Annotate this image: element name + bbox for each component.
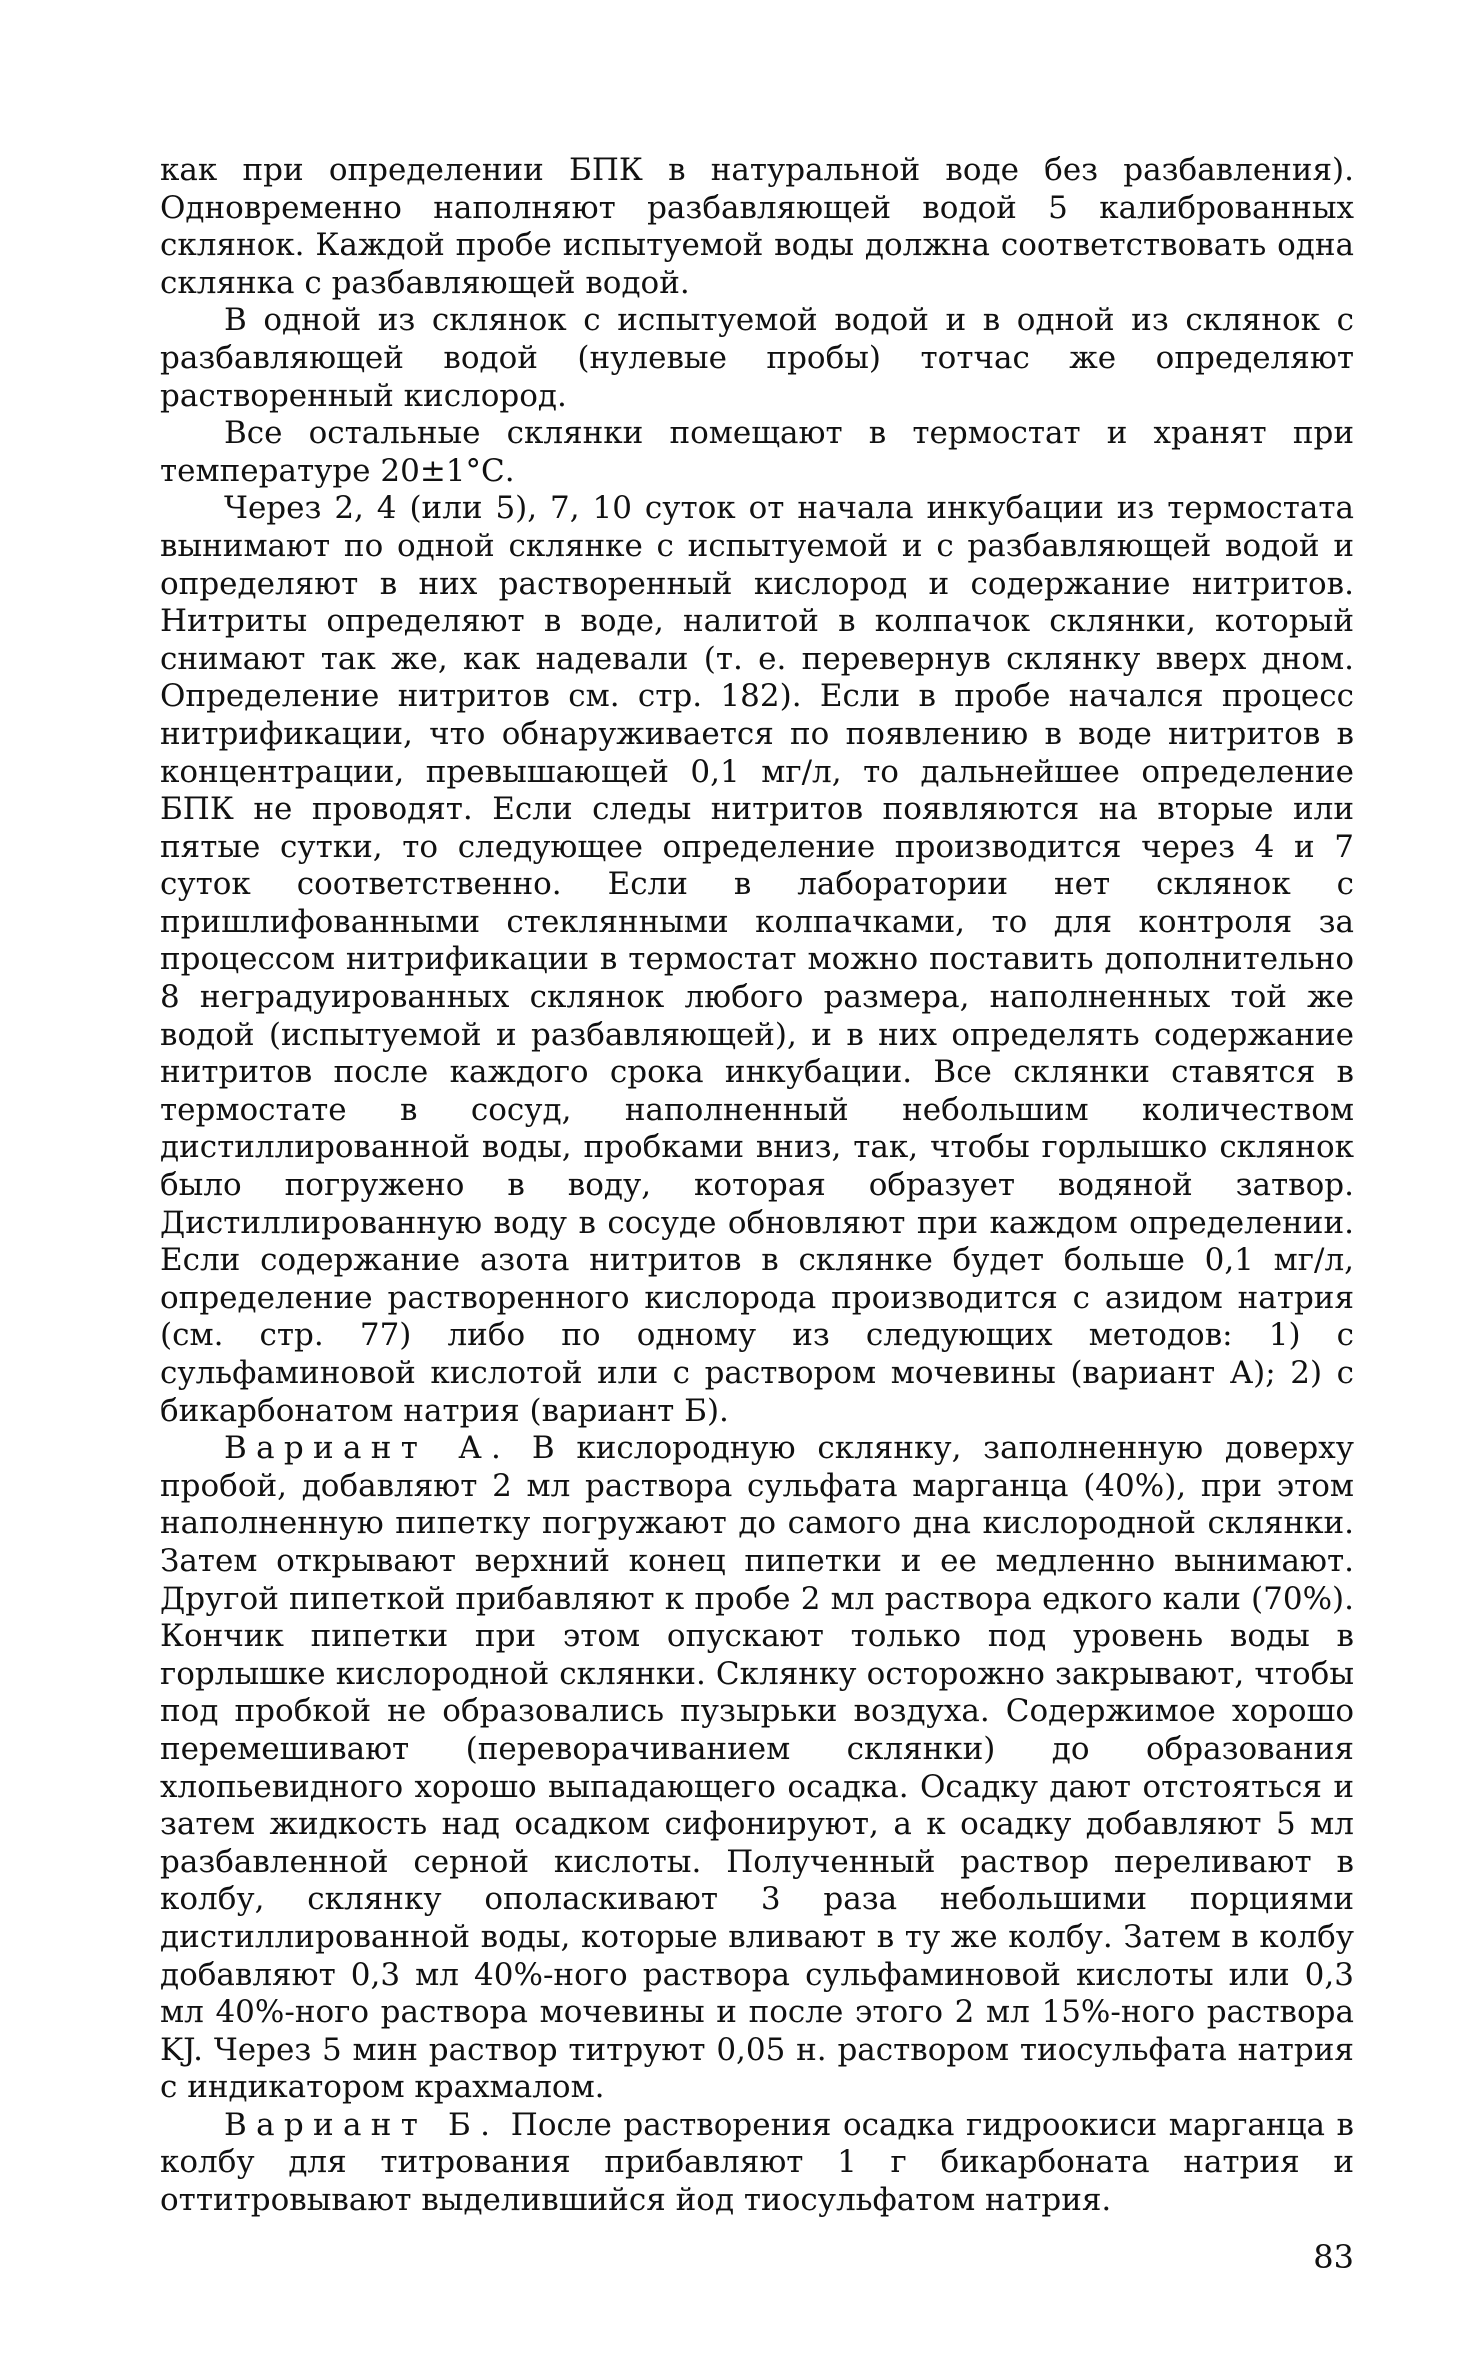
paragraph-variant-a	[160, 1430, 1354, 2107]
variant-b-heading: Вариант Б.	[224, 2106, 500, 2143]
paragraph-1: как при определении БПК в натуральной воде без разбавления). Одновременно наполняют разбавляющей водой 5 калиброванных склянок. Каждой пробе испытуемой воды должна соответствовать одна склянка с разбавляющей водой.	[160, 152, 1354, 301]
variant-a-heading: Вариант А.	[224, 1430, 511, 1467]
page-body	[160, 152, 1354, 2220]
paragraph-3: Все остальные склянки помещают в термостат и хранят при температуре 20±1°С.	[160, 415, 1354, 489]
variant-a-text: В кислородную склянку, заполненную доверху пробой, добавляют 2 мл раствора сульфата марганца (40%), при этом наполненную пипетку погружают до самого дна кислородной склянки. Затем открывают верхний конец пипетки и ее медленно вынимают. Другой пипеткой прибавляют к пробе 2 мл раствора едкого кали (70%). Кончик пипетки при этом опускают только под уровень воды в горлышке кислородной склянки. Склянку осторожно закрывают, чтобы под пробкой не образовались пузырьки воздуха. Содержимое хорошо перемешивают (переворачиванием склянки) до образования хлопьевидного хорошо выпадающего осадка. Осадку дают отстояться и затем жидкость над осадком сифонируют, а к осадку добавляют 5 мл разбавленной серной кислоты. Полученный раствор переливают в колбу, склянку ополаскивают 3 раза небольшими порциями дистиллированной воды, которые вливают в ту же колбу. Затем в колбу добавляют 0,3 мл 40%-ного раствора сульфаминовой кислоты или 0,3 мл 40%-ного раствора мочевины и после этого 2 мл 15%-ного раствора KJ. Через 5 мин раствор титруют 0,05 н. раствором тиосульфата натрия с индикатором крахмалом.	[160, 1430, 1354, 2106]
page-number: 83	[1313, 2238, 1354, 2276]
variant-b-text: После растворения осадка гидроокиси марганца в колбу для титрования прибавляют 1 г бикарбоната натрия и оттитровывают выделившийся йод тиосульфатом натрия.	[160, 2106, 1354, 2219]
paragraph-variant-b	[160, 2107, 1354, 2220]
paragraph-2: В одной из склянок с испытуемой водой и в одной из склянок с разбавляющей водой (нулевые пробы) тотчас же определяют растворенный кислород.	[160, 302, 1354, 414]
paragraph-4: Через 2, 4 (или 5), 7, 10 суток от начала инкубации из термостата вынимают по одной склянке с испытуемой и с разбавляющей водой и определяют в них растворенный кислород и содержание нитритов. Нитриты определяют в воде, налитой в колпачок склянки, который снимают так же, как надевали (т. е. перевернув склянку вверх дном. Определение нитритов см. стр. 182). Если в пробе начался процесс нитрификации, что обнаруживается по появлению в воде нитритов в концентрации, превышающей 0,1 мг/л, то дальнейшее определение БПК не проводят. Если следы нитритов появляются на вторые или пятые сутки, то следующее определение производится через 4 и 7 суток соответственно. Если в лаборатории нет склянок с пришлифованными стеклянными колпачками, то для контроля за процессом нитрификации в термостат можно поставить дополнительно 8 неградуированных склянок любого размера, наполненных той же водой (испытуемой и разбавляющей), и в них определять содержание нитритов после каждого срока инкубации. Все склянки ставятся в термостате в сосуд, наполненный небольшим количеством дистиллированной воды, пробками вниз, так, чтобы горлышко склянок было погружено в воду, которая образует водяной затвор. Дистиллированную воду в сосуде обновляют при каждом определении. Если содержание азота нитритов в склянке будет больше 0,1 мг/л, определение растворенного кислорода производится с азидом натрия (см. стр. 77) либо по одному из следующих методов: 1) с сульфаминовой кислотой или с раствором мочевины (вариант А); 2) с бикарбонатом натрия (вариант Б).	[160, 490, 1354, 1429]
